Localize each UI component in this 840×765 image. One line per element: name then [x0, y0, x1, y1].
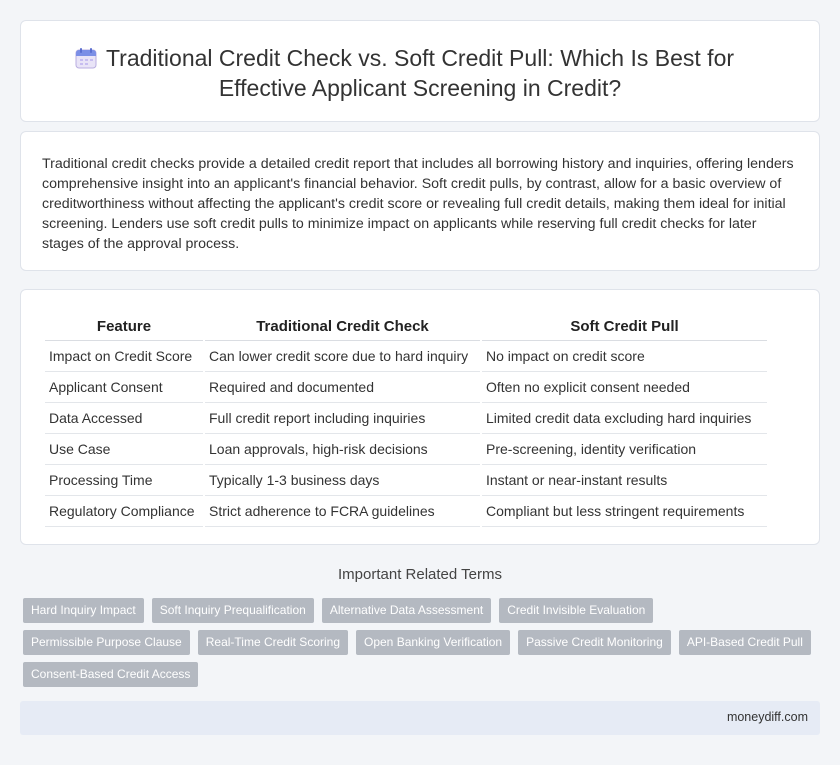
footer-site-link[interactable]: moneydiff.com: [726, 710, 808, 724]
table-cell: Data Accessed: [45, 403, 203, 434]
table-cell: Use Case: [45, 434, 203, 465]
table-cell: Regulatory Compliance: [45, 496, 203, 527]
header-traditional: Traditional Credit Check: [205, 313, 480, 341]
table-cell: Typically 1-3 business days: [205, 465, 480, 496]
related-term-tag[interactable]: Passive Credit Monitoring: [518, 630, 671, 655]
table-cell: Required and documented: [205, 372, 480, 403]
table-row: [45, 465, 767, 496]
table-cell: Pre-screening, identity verification: [482, 434, 767, 465]
related-term-tag[interactable]: Consent-Based Credit Access: [23, 662, 198, 687]
related-terms-list: [23, 598, 813, 687]
table-row: [45, 496, 767, 527]
table-row: [45, 403, 767, 434]
comparison-table-card: [20, 289, 820, 545]
table-cell: Applicant Consent: [45, 372, 203, 403]
related-term-tag[interactable]: Permissible Purpose Clause: [23, 630, 190, 655]
table-cell: Full credit report including inquiries: [205, 403, 480, 434]
table-cell: Instant or near-instant results: [482, 465, 767, 496]
table-cell: Compliant but less stringent requirements: [482, 496, 767, 527]
related-term-tag[interactable]: Soft Inquiry Prequalification: [152, 598, 314, 623]
table-row: [45, 372, 767, 403]
table-cell: Limited credit data excluding hard inquiries: [482, 403, 767, 434]
related-term-tag[interactable]: Real-Time Credit Scoring: [198, 630, 348, 655]
related-term-tag[interactable]: Hard Inquiry Impact: [23, 598, 144, 623]
related-terms-title: Important Related Terms: [338, 566, 502, 583]
table-cell: No impact on credit score: [482, 341, 767, 372]
page-title: Traditional Credit Check vs. Soft Credit Pull: Which Is Best for Effective Applicant Screening in Credit?: [105, 45, 735, 101]
table-row: [45, 434, 767, 465]
table-row: [45, 341, 767, 372]
table-cell: Loan approvals, high-risk decisions: [205, 434, 480, 465]
related-term-tag[interactable]: Credit Invisible Evaluation: [499, 598, 653, 623]
related-term-tag[interactable]: Open Banking Verification: [356, 630, 510, 655]
header-feature: Feature: [45, 313, 203, 341]
related-term-tag[interactable]: API-Based Credit Pull: [679, 630, 811, 655]
table-cell: Impact on Credit Score: [45, 341, 203, 372]
summary-card: [20, 131, 820, 271]
table-cell: Strict adherence to FCRA guidelines: [205, 496, 480, 527]
table-cell: Can lower credit score due to hard inquiry: [205, 341, 480, 372]
table-header-row: [45, 313, 767, 341]
summary-text: Traditional credit checks provide a detailed credit report that includes all borrowing history and inquiries, offering lenders comprehensive insight into an applicant's financial behavior. Soft credit pulls, by contrast, allow for a basic overview of creditworthiness without affecting the applicant's credit score or revealing full credit details, making them ideal for initial screening. Lenders use soft credit pulls to minimize impact on applicants while reserving full credit checks for later stages of the approval process.: [42, 156, 794, 252]
table-cell: Processing Time: [45, 465, 203, 496]
related-term-tag[interactable]: Alternative Data Assessment: [322, 598, 491, 623]
comparison-table: [43, 313, 769, 527]
title-card: [20, 20, 820, 122]
footer: [20, 701, 820, 735]
table-cell: Often no explicit consent needed: [482, 372, 767, 403]
header-soft: Soft Credit Pull: [482, 313, 767, 341]
